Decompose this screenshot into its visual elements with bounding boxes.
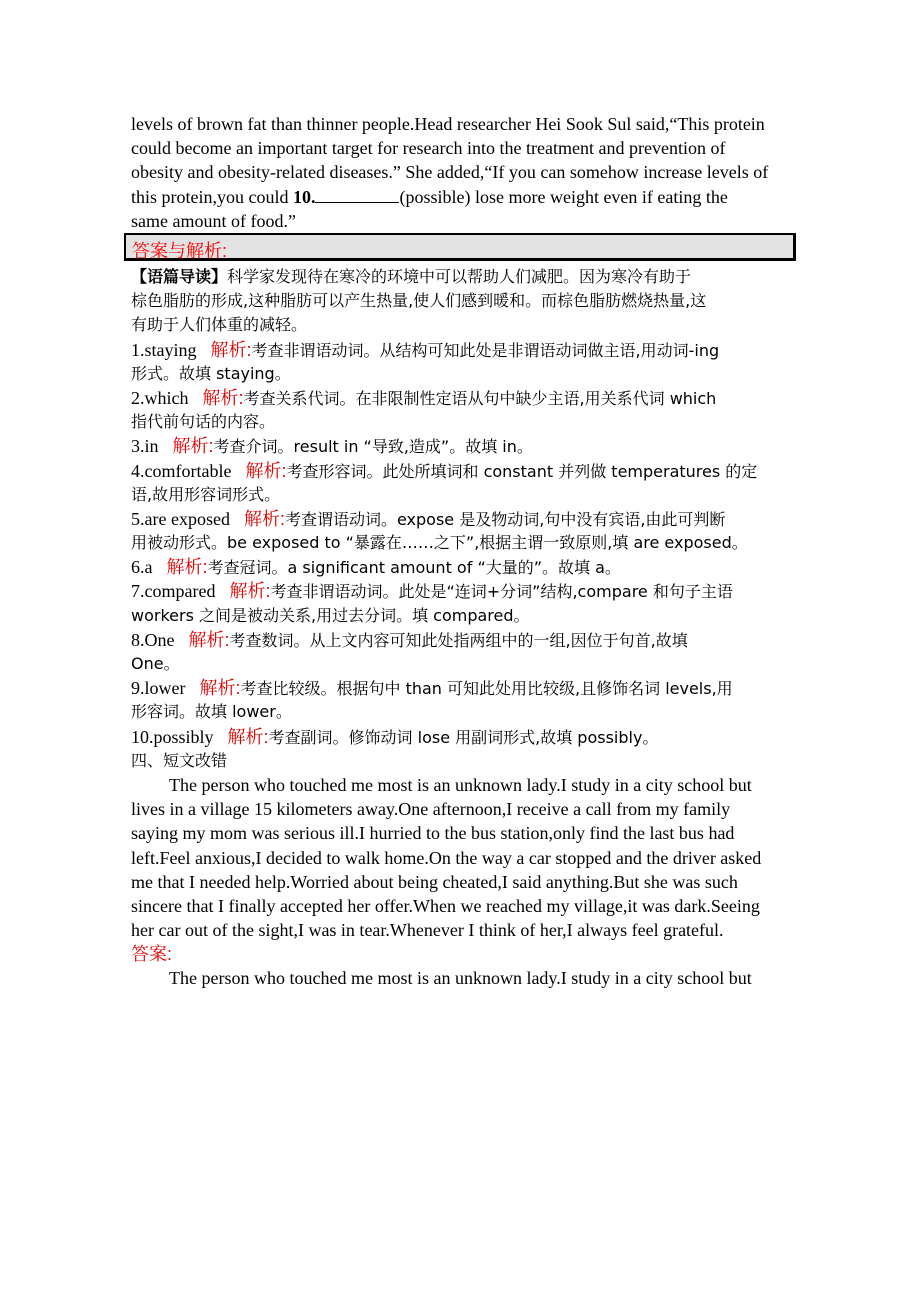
analysis-text: 考查非谓语动词。此处是“连词+分词”结构,compare 和句子主语 <box>270 582 733 602</box>
analysis-label: 解析: <box>166 557 208 578</box>
analysis-label: 解析: <box>202 387 244 408</box>
guide-label: 【语篇导读】 <box>131 267 228 286</box>
answer-key: 9.lower <box>131 678 186 699</box>
answer-item <box>131 386 796 410</box>
answer-key: 7.compared <box>131 581 216 602</box>
analysis-continuation: 形容词。故填 lower。 <box>131 702 292 722</box>
analysis-continuation: 用被动形式。be exposed to “暴露在……之下”,根据主谓一致原则,填 are exposed。 <box>131 533 748 553</box>
text: this protein,you could <box>131 186 293 207</box>
analysis-label: 解析: <box>172 436 214 457</box>
answer-key: 4.comfortable <box>131 460 232 481</box>
answer-item <box>131 579 796 603</box>
passage-line: left.Feel anxious,I decided to walk home.On the way a car stopped and the driver asked <box>131 847 762 868</box>
analysis-text: 考查冠词。a significant amount of “大量的”。故填 a。 <box>207 558 621 578</box>
answer-item <box>131 725 796 749</box>
analysis-label: 解析: <box>210 339 252 360</box>
answer-header: 答案与解析: <box>132 241 228 261</box>
answer-item <box>131 459 796 483</box>
answer-item <box>131 338 796 362</box>
analysis-label: 解析: <box>245 460 287 481</box>
analysis-continuation: 语,故用形容词形式。 <box>131 484 281 504</box>
passage-line: same amount of food.” <box>131 210 296 231</box>
answer-key: 1.staying <box>131 339 197 360</box>
analysis-label: 解析: <box>243 508 285 529</box>
answer-key: 3.in <box>131 436 159 457</box>
analysis-text: 考查副词。修饰动词 lose 用副词形式,故填 possibly。 <box>268 727 659 747</box>
blank-number: 10. <box>292 186 316 207</box>
answer-key: 8.One <box>131 629 175 650</box>
analysis-text: 考查谓语动词。expose 是及物动词,句中没有宾语,由此可判断 <box>284 509 726 529</box>
answer-line: The person who touched me most is an unknown lady.I study in a city school but <box>169 968 752 989</box>
answer-item <box>131 676 796 700</box>
passage-line: saying my mom was serious ill.I hurried to the bus station,only find the last bus had <box>131 823 735 844</box>
passage-line: The person who touched me most is an unknown lady.I study in a city school but <box>169 774 752 795</box>
guide-line: 棕色脂肪的形成,这种脂肪可以产生热量,使人们感到暖和。而棕色脂肪燃烧热量,这 <box>131 291 707 311</box>
answer-key: 5.are exposed <box>131 508 230 529</box>
answer-item <box>131 507 796 531</box>
passage-line: lives in a village 15 kilometers away.One afternoon,I receive a call from my family <box>131 799 731 820</box>
text: (possible) lose more weight even if eating the <box>399 186 728 207</box>
answer-item <box>131 434 796 458</box>
answer-header-box <box>124 233 796 261</box>
analysis-label: 解析: <box>227 726 269 747</box>
text: 科学家发现待在寒冷的环境中可以帮助人们减肥。因为寒冷有助于 <box>227 267 692 286</box>
analysis-label: 解析: <box>199 678 241 699</box>
section-title: 四、短文改错 <box>131 750 228 770</box>
analysis-continuation: One。 <box>131 654 180 673</box>
answer-blank <box>315 187 399 203</box>
analysis-text: 考查形容词。此处所填词和 constant 并列做 temperatures 的定 <box>286 461 758 481</box>
analysis-continuation: workers 之间是被动关系,用过去分词。填 compared。 <box>131 605 530 625</box>
passage-line: her car out of the sight,I was in tear.Whenever I think of her,I always feel grateful. <box>131 920 724 941</box>
guide-line <box>131 265 796 289</box>
passage-line: levels of brown fat than thinner people.Head researcher Hei Sook Sul said,“This protein <box>131 114 765 134</box>
analysis-label: 解析: <box>229 581 271 602</box>
passage-line: me that I needed help.Worried about being cheated,I said anything.But she was such <box>131 871 738 892</box>
answers <box>131 265 796 991</box>
answer-item <box>131 628 796 652</box>
passage-line: sincere that I finally accepted her offer.When we reached my village,it was dark.Seeing <box>131 895 760 916</box>
answer-key: 6.a <box>131 557 153 578</box>
answer-label: 答案: <box>131 944 173 965</box>
answer-item <box>131 555 796 579</box>
passage <box>131 112 796 233</box>
guide-line: 有助于人们体重的减轻。 <box>131 315 308 335</box>
analysis-text: 考查关系代词。在非限制性定语从句中缺少主语,用关系代词 which <box>243 388 717 408</box>
analysis-continuation: 形式。故填 staying。 <box>131 363 291 383</box>
answer-key: 10.possibly <box>131 726 214 747</box>
analysis-text: 考查介词。result in “导致,造成”。故填 in。 <box>213 437 533 457</box>
passage-line: could become an important target for research into the treatment and prevention of <box>131 138 726 159</box>
passage-line <box>131 185 796 209</box>
analysis-text: 考查非谓语动词。从结构可知此处是非谓语动词做主语,用动词-ing <box>251 340 720 360</box>
analysis-continuation: 指代前句话的内容。 <box>131 412 276 432</box>
analysis-text: 考查数词。从上文内容可知此处指两组中的一组,因位于句首,故填 <box>229 630 688 650</box>
answer-key: 2.which <box>131 387 189 408</box>
passage-line: obesity and obesity-related diseases.” She added,“If you can somehow increase levels of <box>131 162 769 183</box>
analysis-label: 解析: <box>188 629 230 650</box>
analysis-text: 考查比较级。根据句中 than 可知此处用比较级,且修饰名词 levels,用 <box>240 679 733 699</box>
